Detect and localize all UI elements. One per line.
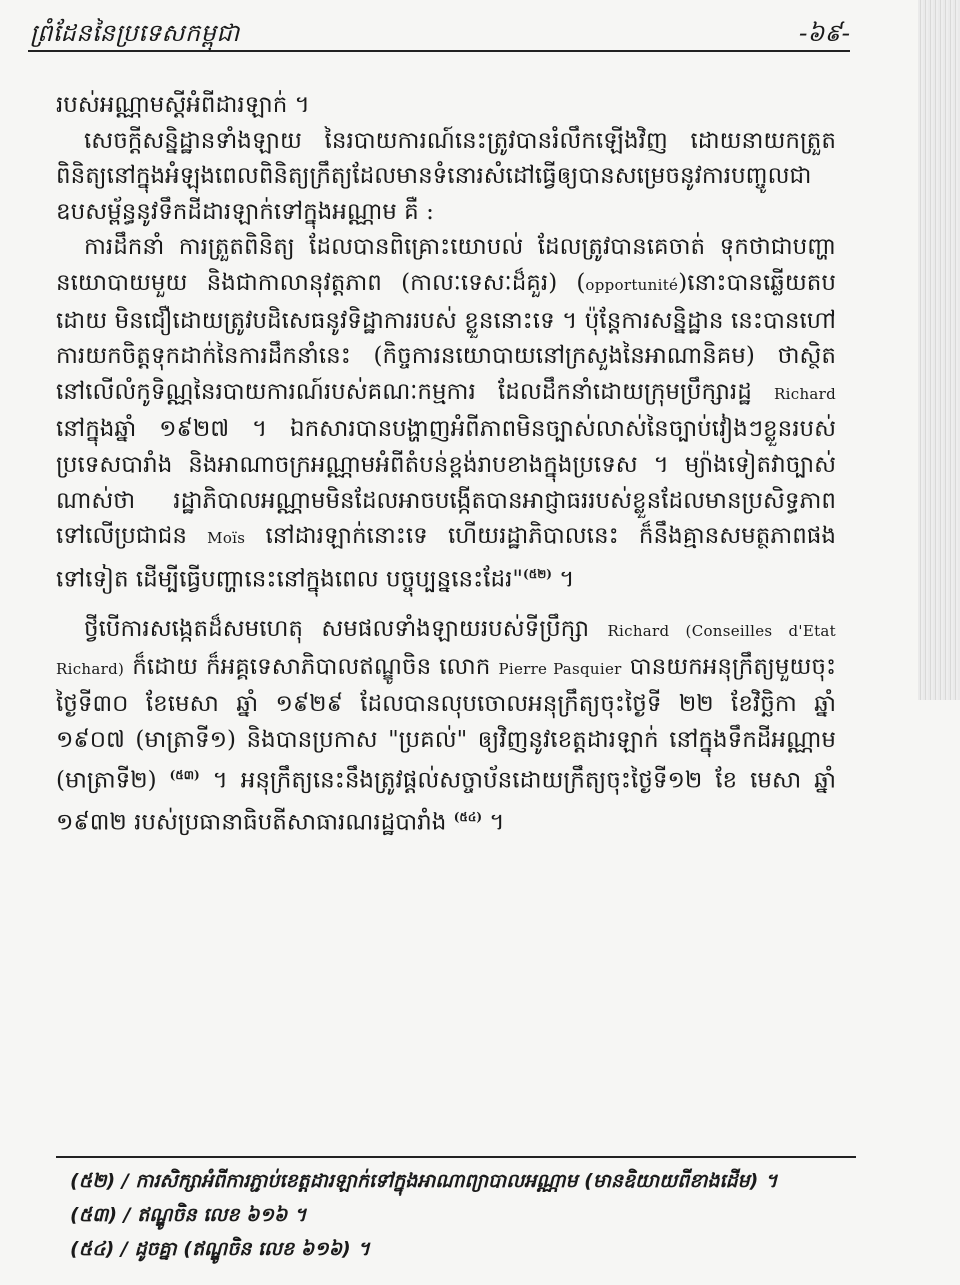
footnote-54: (៥៤) / ដូចគ្នា (ឥណ្ឌូចិន លេខ ៦១៦) ។ xyxy=(70,1238,370,1260)
footnote-53: (៥៣) / ឥណ្ឌូចិន លេខ ៦១៦ ។ xyxy=(70,1204,307,1226)
paragraph-2-text: សេចក្តីសន្និដ្ឋានទាំងឡាយ នៃរបាយការណ៍នេះត្រូវបានរំលឹកឡើងវិញ ដោយនាយកត្រួតពិនិត្យនៅក្នុងអំឡុងពេលពិនិត្យក្រឹត្យដែលមានទំនោរសំដៅធ្វើឲ្យបានសម្រេចនូវការបញ្ចូលជាឧបសម្ព័ន្ធនូវទឹកដីដារឡាក់ទៅក្នុងអណ្ណាម គឺ : xyxy=(56,127,836,225)
paragraph-4 xyxy=(56,612,836,841)
paragraph-3 xyxy=(56,230,836,598)
footnote-ref-54: (៥៤) xyxy=(453,809,483,824)
footnotes xyxy=(70,1164,850,1266)
footnote-52: (៥២) / ការសិក្សាអំពីការភ្ជាប់ខេត្តដារឡាក់ទៅក្នុងអាណាព្យាបាលអណ្ណាម (មានឧិយាយពីខាងដើម) ។ xyxy=(70,1170,778,1192)
paragraph-3-end: ។ xyxy=(559,566,575,593)
paragraph-3-latin-term: opportunité xyxy=(585,275,679,294)
footnote-ref-52: (៥២) xyxy=(523,566,552,581)
paragraph-3-latin-mois: Moïs xyxy=(207,529,246,548)
footnote-ref-53: (៥៣) xyxy=(169,768,200,783)
header-rule xyxy=(28,50,850,52)
paragraph-3-text-b: )នោះបានឆ្លើយតបដោយ មិនជឿដោយត្រូវបដិសេធនូវទិដ្ឋាការរបស់ ខ្លួននោះទេ ។ ប៉ុន្តែការសន្និដ្ឋាន នេះបានហៅការយកចិត្តទុកដាក់នៃការដឹកនាំនេះ (កិច្ចការនយោបាយនៅក្រសួងនៃអាណានិគម) ថាស្ថិតនៅលើលំកូទិណ្ណនៃរបាយការណ៍របស់គណៈកម្មការ ដែលដឹកនាំដោយក្រុមប្រឹក្សារដ្ឋ xyxy=(56,269,836,405)
paragraph-1-text: របស់អណ្ណាមស្តីអំពីដារឡាក់ ។ xyxy=(56,92,310,118)
paragraph-4-text-a: ថ្វីបើការសង្កេតដ៏សមហេតុ សមផលទាំងឡាយរបស់ទីប្រឹក្សា xyxy=(84,615,590,642)
paragraph-3-latin-name: Richard xyxy=(774,384,837,403)
footnote-rule xyxy=(56,1156,856,1158)
paragraph-4-text-b: ក៏ដោយ ក៏អគ្គទេសាភិបាលឥណ្ឌូចិន លោក xyxy=(132,653,491,680)
page-header xyxy=(30,14,850,54)
paragraph-3-text-d: នៅដារឡាក់នោះទេ ហើយរដ្ឋាភិបាលនេះ ក៏នឹងគ្មានសមត្ថភាពផងទៅទៀត ដើម្បីធ្វើបញ្ហានេះនៅក្នុងពេល បច្ចុប្បន្ននេះដែរ" xyxy=(56,523,836,593)
paragraph-4-latin-pasquier: Pierre Pasquier xyxy=(498,659,622,678)
page-edge-shadow xyxy=(918,0,960,700)
page-number: -៦៩- xyxy=(798,19,850,47)
paragraph-4-latin-richard: Richard (Conseilles d'Etat Richard) xyxy=(56,621,836,678)
paragraph-2 xyxy=(56,124,836,231)
paragraph-1 xyxy=(56,88,836,124)
paragraph-4-text-d: ។ អនុក្រឹត្យនេះនឹងត្រូវផ្តល់សច្ចាប័នដោយក្រឹត្យចុះថ្ងៃទី១២ ខែ មេសា ឆ្នាំ ១៩៣២ របស់ប្រធានាធិបតីសាធារណរដ្ឋបារាំង xyxy=(56,768,837,836)
paragraph-3-text-a: ការដឹកនាំ ការត្រួតពិនិត្យ ដែលបានពិគ្រោះយោបល់ ដែលត្រូវបានគេចាត់ ទុកថាជាបញ្ហានយោបាយមួយ និងជាកាលានុវត្តភាព (កាលៈទេសៈដ៏គួរ) ( xyxy=(56,234,836,296)
body-text xyxy=(56,88,836,841)
paragraph-4-end: ។ xyxy=(489,809,505,836)
paragraph-4-text-c: បានយកអនុក្រឹត្យមួយចុះថ្ងៃទី៣០ ខែមេសា ឆ្នាំ ១៩២៩ ដែលបានលុបចោលអនុក្រឹត្យចុះថ្ងៃទី ២២ ខែវិច្ឆិកា ឆ្នាំ ១៩០៧ (មាត្រាទី១) និងបានប្រកាស "ប្រគល់" ឲ្យវិញនូវខេត្តដារឡាក់ នៅក្នុងទឹកដីអណ្ណាម (មាត្រាទី២) xyxy=(56,653,837,794)
paragraph-3-text-c: នៅក្នុងឆ្នាំ ១៩២៧ ។ ឯកសារបានបង្ហាញអំពីភាពមិនច្បាស់លាស់នៃច្បាប់វៀងៗខ្លួនរបស់ប្រទេសបារាំង និងអាណាចក្រអណ្ណាមអំពីតំបន់ខ្ពង់រាបខាងក្នុងប្រទេស ។ ម្យ៉ាងទៀតវាច្បាស់ណាស់ថា រដ្ឋាភិបាលអណ្ណាមមិនដែលអាចបង្កើតបានអាជ្ញាធររបស់ខ្លួនដែលមានប្រសិទ្ធភាពទៅលើប្រជាជន xyxy=(56,416,836,550)
running-title: ព្រំដែននៃប្រទេសកម្ពុជា xyxy=(30,19,240,47)
